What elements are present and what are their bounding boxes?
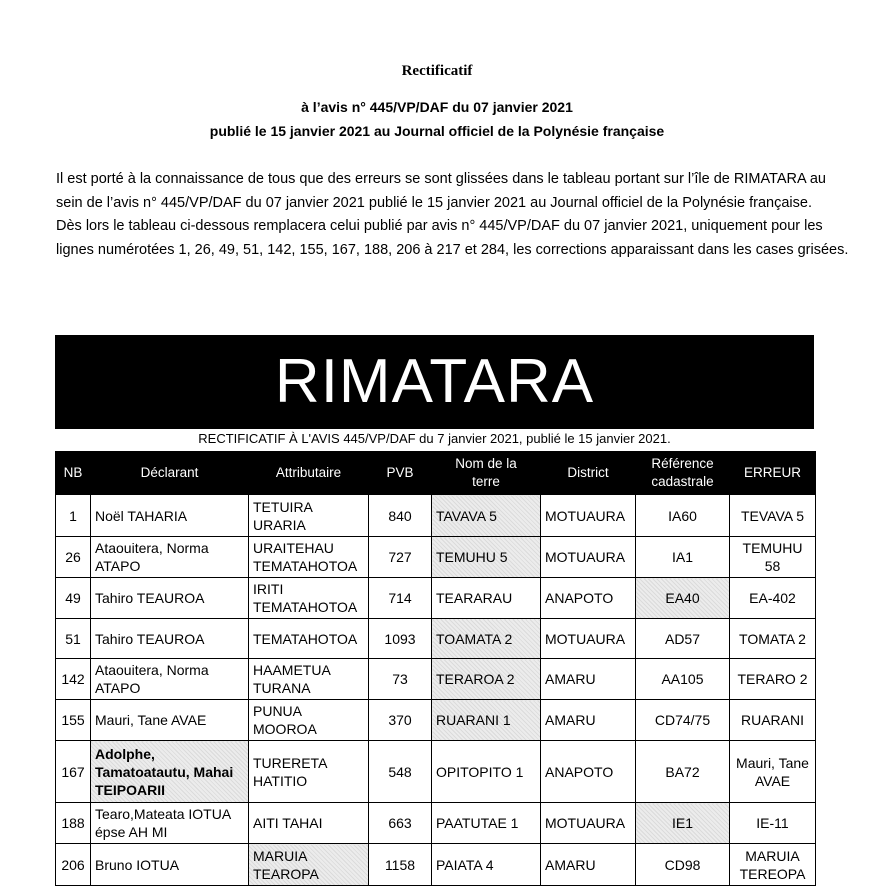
- cell-reference: CD74/75: [636, 700, 730, 741]
- header-district: District: [541, 452, 636, 495]
- cell-declarant: Tahiro TEAUROA: [91, 619, 249, 659]
- cell-nom-terre: PAIATA 4: [432, 844, 541, 886]
- island-banner: RIMATARA: [55, 335, 814, 429]
- cell-reference: EA40: [636, 578, 730, 619]
- cell-nom-terre: TEARARAU: [432, 578, 541, 619]
- cell-pvb: 840: [369, 495, 432, 537]
- cell-reference: IA60: [636, 495, 730, 537]
- cell-declarant: Tahiro TEAUROA: [91, 578, 249, 619]
- document-subtitle-line-2: publié le 15 janvier 2021 au Journal officiel de la Polynésie française: [209, 123, 665, 139]
- cell-reference: IE1: [636, 803, 730, 844]
- cell-nom-terre: PAATUTAE 1: [432, 803, 541, 844]
- cell-nom-terre: TOAMATA 2: [432, 619, 541, 659]
- header-pvb: PVB: [369, 452, 432, 495]
- cell-nb: 188: [56, 803, 91, 844]
- table-row: [56, 659, 816, 700]
- header-nom-line-2: terre: [472, 474, 500, 489]
- table-caption: RECTIFICATIF À L'AVIS 445/VP/DAF du 7 janvier 2021, publié le 15 janvier 2021.: [198, 431, 671, 446]
- intro-paragraph-2: Dès lors le tableau ci-dessous remplacera celui publié par avis n° 445/VP/DAF du 07 janvier 2021, uniquement pour les lignes numérotées 1, 26, 49, 51, 142, 155, 167, 188, 206 à 217 et 284, les corrections apparaissant dans les cases grisées.: [56, 218, 849, 258]
- cell-nb: 167: [56, 741, 91, 803]
- cell-nb: 26: [56, 537, 91, 578]
- cell-attributaire: TEMATAHOTOA: [249, 619, 369, 659]
- cell-pvb: 663: [369, 803, 432, 844]
- cell-pvb: 548: [369, 741, 432, 803]
- cell-erreur: TEMUHU 58: [730, 537, 816, 578]
- header-declarant: Déclarant: [91, 452, 249, 495]
- cell-attributaire: HAAMETUA TURANA: [249, 659, 369, 700]
- cell-nb: 49: [56, 578, 91, 619]
- cell-reference: AA105: [636, 659, 730, 700]
- intro-paragraph-1: Il est porté à la connaissance de tous que des erreurs se sont glissées dans le tableau portant sur l’île de RIMATARA au sein de l’avis n° 445/VP/DAF du 07 janvier 2021 publié le 15 janvier 2021 au Journal officiel de la Polynésie française.: [56, 171, 827, 211]
- cell-declarant: Ataouitera, Norma ATAPO: [91, 537, 249, 578]
- cell-erreur: Mauri, Tane AVAE: [730, 741, 816, 803]
- cell-reference: IA1: [636, 537, 730, 578]
- cell-nom-terre: RUARANI 1: [432, 700, 541, 741]
- cell-district: MOTUAURA: [541, 495, 636, 537]
- cell-declarant: Ataouitera, Norma ATAPO: [91, 659, 249, 700]
- header-reference: [636, 452, 730, 495]
- intro-text: [56, 168, 856, 262]
- cell-nb: 155: [56, 700, 91, 741]
- cell-district: MOTUAURA: [541, 537, 636, 578]
- cell-erreur: RUARANI: [730, 700, 816, 741]
- cell-attributaire: URAITEHAU TEMATAHOTOA: [249, 537, 369, 578]
- table-row: [56, 700, 816, 741]
- header-erreur: ERREUR: [730, 452, 816, 495]
- cell-declarant: Adolphe, Tamatoatautu, Mahai TEIPOARII: [91, 741, 249, 803]
- cell-attributaire: TURERETA HATITIO: [249, 741, 369, 803]
- document-title: Rectificatif: [401, 63, 473, 79]
- table-header-row: [56, 452, 816, 495]
- cell-nom-terre: OPITOPITO 1: [432, 741, 541, 803]
- cell-district: ANAPOTO: [541, 741, 636, 803]
- cell-attributaire: MARUIA TEAROPA: [249, 844, 369, 886]
- cell-district: ANAPOTO: [541, 578, 636, 619]
- cell-pvb: 1093: [369, 619, 432, 659]
- table-row: [56, 619, 816, 659]
- rectification-table: [55, 451, 816, 886]
- cell-attributaire: AITI TAHAI: [249, 803, 369, 844]
- cell-declarant: Bruno IOTUA: [91, 844, 249, 886]
- cell-attributaire: PUNUA MOOROA: [249, 700, 369, 741]
- table-row: [56, 537, 816, 578]
- cell-district: AMARU: [541, 844, 636, 886]
- document-subtitle-line-1: à l’avis n° 445/VP/DAF du 07 janvier 2021: [301, 99, 573, 115]
- cell-erreur: MARUIA TEREOPA: [730, 844, 816, 886]
- cell-district: AMARU: [541, 700, 636, 741]
- cell-pvb: 370: [369, 700, 432, 741]
- cell-nom-terre: TAVAVA 5: [432, 495, 541, 537]
- cell-erreur: TEVAVA 5: [730, 495, 816, 537]
- cell-pvb: 73: [369, 659, 432, 700]
- header-nom-terre: [432, 452, 541, 495]
- cell-nb: 51: [56, 619, 91, 659]
- cell-pvb: 1158: [369, 844, 432, 886]
- header-attributaire: Attributaire: [249, 452, 369, 495]
- cell-nb: 206: [56, 844, 91, 886]
- cell-district: MOTUAURA: [541, 803, 636, 844]
- cell-declarant: Mauri, Tane AVAE: [91, 700, 249, 741]
- cell-nom-terre: TERAROA 2: [432, 659, 541, 700]
- table-row: [56, 578, 816, 619]
- cell-declarant: Tearo,Mateata IOTUA épse AH MI: [91, 803, 249, 844]
- cell-attributaire: IRITI TEMATAHOTOA: [249, 578, 369, 619]
- header-ref-line-1: Référence: [651, 456, 714, 471]
- header-ref-line-2: cadastrale: [651, 474, 714, 489]
- header-nom-line-1: Nom de la: [455, 456, 517, 471]
- cell-district: MOTUAURA: [541, 619, 636, 659]
- cell-reference: CD98: [636, 844, 730, 886]
- table-row: [56, 741, 816, 803]
- cell-district: AMARU: [541, 659, 636, 700]
- header-nb: NB: [56, 452, 91, 495]
- cell-erreur: IE-11: [730, 803, 816, 844]
- cell-pvb: 714: [369, 578, 432, 619]
- cell-reference: AD57: [636, 619, 730, 659]
- cell-pvb: 727: [369, 537, 432, 578]
- cell-nb: 142: [56, 659, 91, 700]
- cell-erreur: TOMATA 2: [730, 619, 816, 659]
- cell-erreur: TERARO 2: [730, 659, 816, 700]
- cell-nom-terre: TEMUHU 5: [432, 537, 541, 578]
- table-row: [56, 803, 816, 844]
- cell-declarant: Noël TAHARIA: [91, 495, 249, 537]
- table-row: [56, 495, 816, 537]
- cell-erreur: EA-402: [730, 578, 816, 619]
- cell-nb: 1: [56, 495, 91, 537]
- cell-reference: BA72: [636, 741, 730, 803]
- cell-attributaire: TETUIRA URARIA: [249, 495, 369, 537]
- table-row: [56, 844, 816, 886]
